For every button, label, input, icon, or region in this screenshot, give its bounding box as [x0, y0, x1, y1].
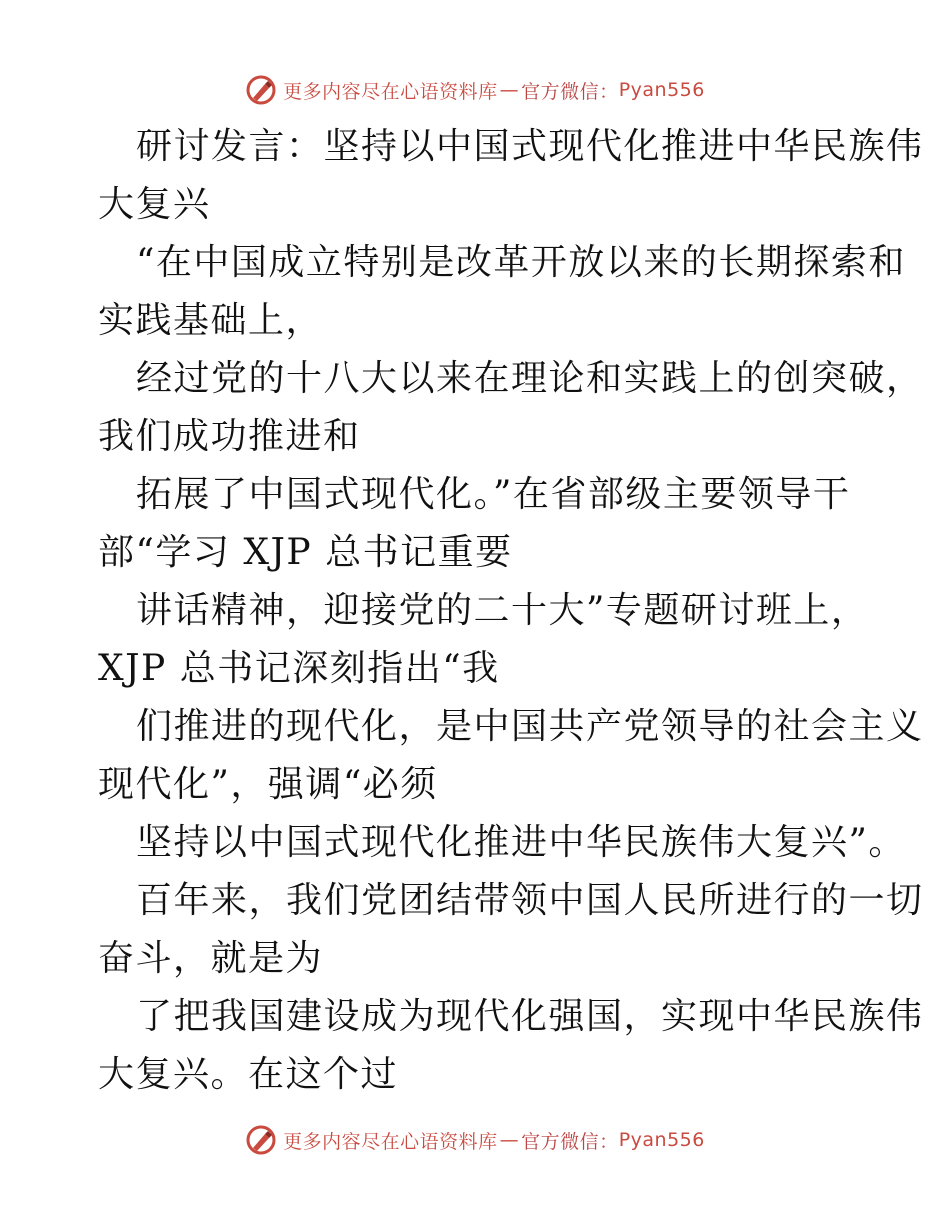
line-9: 讲话精神，迎接党的二十大”专题研讨班上，	[136, 590, 869, 631]
line-1: 研讨发言：坚持以中国式现代化推进中华民族伟	[136, 126, 924, 167]
line-13: 坚持以中国式现代化推进中华民族伟大复兴”。	[136, 822, 906, 863]
watermark-wechat-label: 官方微信：	[521, 1130, 619, 1153]
line-12: 现代化”，强调“必须	[98, 764, 438, 805]
watermark-wechat-label: 官方微信：	[521, 80, 619, 103]
footer-watermark	[0, 1120, 950, 1160]
line-3: “在中国成立特别是改革开放以来的长期探索和	[136, 242, 906, 283]
line-11: 们推进的现代化，是中国共产党领导的社会主义	[136, 706, 924, 747]
watermark-dash: —	[499, 79, 520, 101]
line-17: 大复兴。在这个过	[98, 1054, 399, 1095]
line-14: 百年来，我们党团结带领中国人民所进行的一切	[136, 880, 924, 921]
line-2: 大复兴	[98, 184, 211, 225]
watermark-dash: —	[499, 1129, 520, 1151]
line-15: 奋斗，就是为	[98, 938, 324, 979]
header-watermark	[0, 70, 950, 110]
line-16: 了把我国建设成为现代化强国，实现中华民族伟	[136, 996, 924, 1037]
document-body	[98, 118, 924, 1104]
watermark-wechat-id: Pyan556	[618, 1129, 705, 1151]
line-6: 我们成功推进和	[98, 416, 361, 457]
line-4: 实践基础上，	[98, 300, 324, 341]
watermark-text: 更多内容尽在心语资料库	[283, 1130, 498, 1153]
watermark-text: 更多内容尽在心语资料库	[283, 80, 498, 103]
pen-logo-icon	[245, 74, 277, 106]
line-7: 拓展了中国式现代化。”在省部级主要领导干	[136, 474, 851, 515]
line-10: XJP 总书记深刻指出“我	[98, 648, 500, 689]
line-8: 部“学习 XJP 总书记重要	[98, 532, 513, 573]
pen-logo-icon	[245, 1124, 277, 1156]
watermark-wechat-id: Pyan556	[618, 79, 705, 101]
line-5: 经过党的十八大以来在理论和实践上的创突破，	[136, 358, 924, 399]
